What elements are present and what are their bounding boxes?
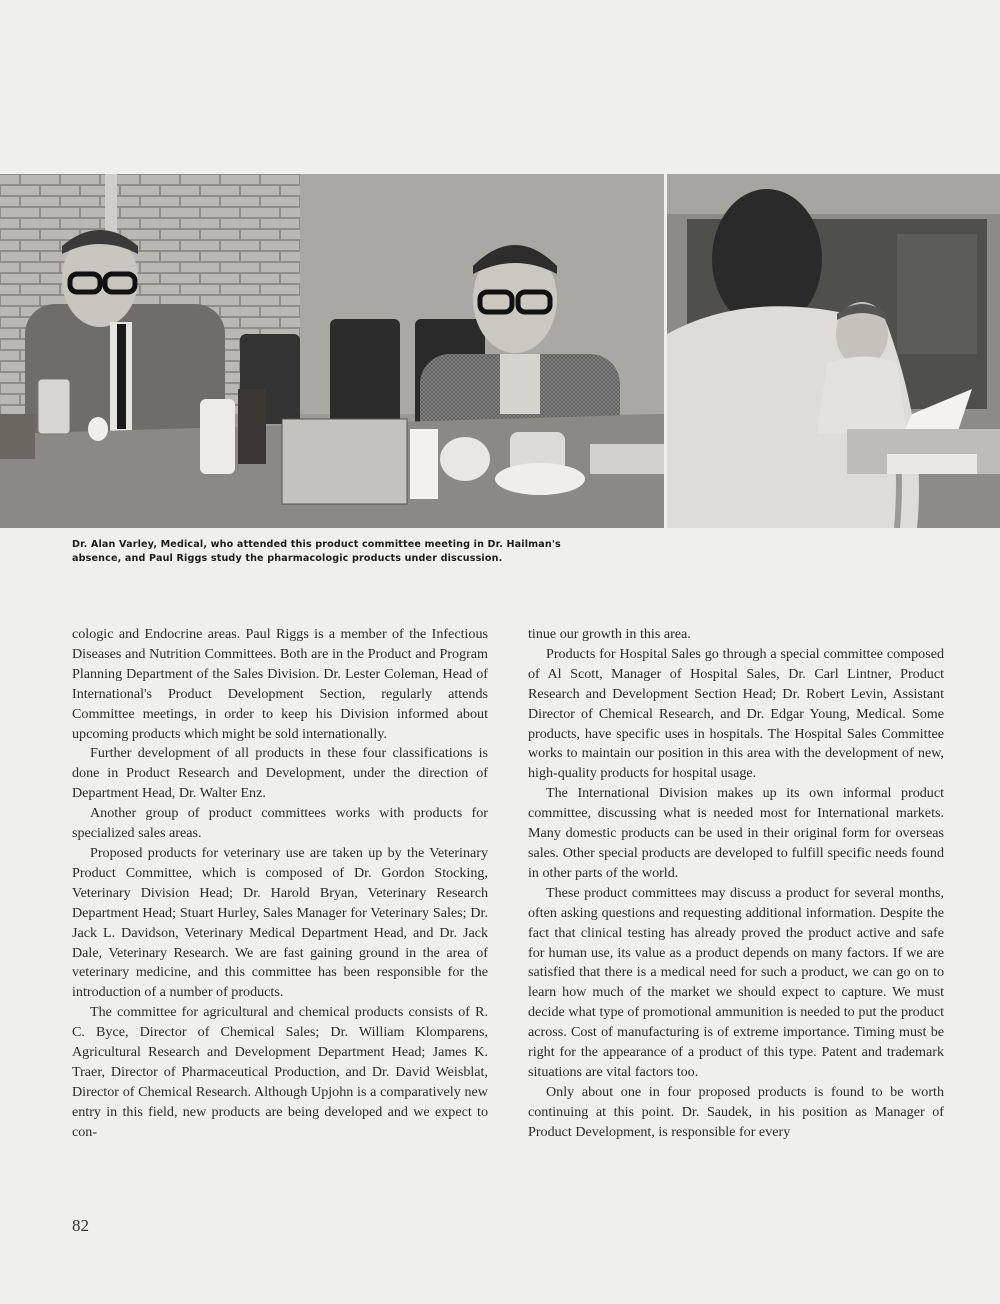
meeting-photo-right (667, 174, 1000, 528)
paragraph: The committee for agricultural and chemical products consists of R. C. Byce, Director of Chemical Sales; Dr. William Klomparens, Agricultural Research and Development Department Head; James K. Traer, Director of Pharmaceutical Production, and Dr. David Weisblat, Director of Chemical Research. Although Upjohn is a comparatively new entry in this field, new products are being developed and we expect to con- (72, 1004, 488, 1140)
paragraph: cologic and Endocrine areas. Paul Riggs is a member of the Infectious Diseases and Nutrition Committees. Both are in the Product and Program Planning Department of the Sales Division. Dr. Lester Coleman, Head of International's Product Development Section, regularly attends Committee meetings, in order to keep his Division informed about upcoming products which might be sold internationally. (72, 626, 488, 742)
paragraph: tinue our growth in this area. (528, 626, 691, 642)
paragraph: Further development of all products in these four classifications is done in Product Research and Development, under the direction of Department Head, Dr. Walter Enz. (72, 745, 488, 802)
page-number: 82 (72, 1216, 89, 1235)
paragraph: Products for Hospital Sales go through a special committee composed of Al Scott, Manager of Hospital Sales, Dr. Carl Lintner, Product Research and Development Section Head; Dr. Robert Levin, Assistant Director of Chemical Research, and Dr. Edgar Young, Medical. Some products, have specific uses in hospitals. The Hospital Sales Committee works to maintain our position in this area with the development of new, high-quality products for hospital usage. (528, 645, 944, 782)
caption-line: absence, and Paul Riggs study the pharmacologic products under discussion. (72, 553, 503, 564)
right-text-column (528, 625, 944, 1143)
paragraph: Another group of product committees works with products for specialized sales areas. (72, 805, 488, 842)
caption-line: Dr. Alan Varley, Medical, who attended this product committee meeting in Dr. Hailman's (72, 539, 561, 550)
paragraph: Only about one in four proposed products is found to be worth continuing at this point. Dr. Saudek, in his position as Manager of Product Development, is responsible for every (528, 1083, 944, 1140)
meeting-photo-left (0, 174, 664, 528)
paragraph: These product committees may discuss a product for several months, often asking questions and requesting additional information. Despite the fact that clinical testing has already proved the product active and safe for human use, its value as a product depends on many factors. If we are satisfied that there is a medical need for such a product, we can go on to learn how much of the market we should expect to capture. We must decide what type of promotional ammunition is needed to put the product across. Cost of manufacturing is of extreme importance. Timing must be right for the appearance of a product of this type. Patent and trademark situations are vital factors too. (528, 884, 944, 1080)
paragraph: Proposed products for veterinary use are taken up by the Veterinary Product Committee, which is composed of Dr. Gordon Stocking, Veterinary Division Head; Dr. Harold Bryan, Veterinary Research Department Head; Stuart Hurley, Sales Manager for Veterinary Sales; Dr. Jack L. Davidson, Veterinary Medical Department Head, and Dr. Jack Dale, Veterinary Research. We are fast gaining ground in the area of veterinary medicine, and this committee has been responsible for the introduction of a number of products. (72, 844, 488, 1001)
left-text-column (72, 625, 488, 1143)
photo-caption (72, 538, 592, 566)
paragraph: The International Division makes up its own informal product committee, discussing what is needed most for International markets. Many domestic products can be used in their original form for overseas sales. Other special products are developed to fulfill specific needs found in other parts of the world. (528, 785, 944, 881)
